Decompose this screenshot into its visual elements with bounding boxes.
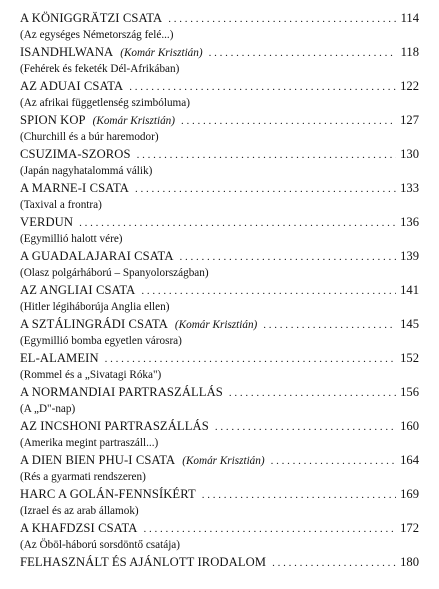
- toc-entry-subtitle: (Az egységes Németország felé...): [20, 29, 174, 41]
- toc-entry-title: CSUZIMA-SZOROS: [20, 147, 131, 161]
- toc-entry-title: AZ ANGLIAI CSATA: [20, 283, 136, 297]
- toc-entry-author: (Komár Krisztián): [174, 319, 258, 331]
- toc-entry-title: A KÖNIGGRÄTZI CSATA: [20, 11, 163, 25]
- toc-entry-subtitle: (Hitler légiháborúja Anglia ellen): [20, 301, 170, 313]
- toc-page-number: 127: [400, 113, 419, 127]
- toc-entry: [20, 213, 419, 247]
- toc-entry: [20, 77, 419, 111]
- toc-entry-subtitle: (Izrael és az arab államok): [20, 505, 139, 517]
- toc-entry: [20, 451, 419, 485]
- toc-title-line: [20, 383, 419, 401]
- toc-page-number: 169: [400, 487, 419, 501]
- toc-leader-dots: [209, 44, 396, 61]
- toc-entry-title: ISANDHLWANA: [20, 45, 114, 59]
- toc-page-number: 133: [400, 181, 419, 195]
- toc-entry-title: FELHASZNÁLT ÉS AJÁNLOTT IRODALOM: [20, 555, 267, 569]
- toc-entry: [20, 485, 419, 519]
- toc-page-number: 164: [400, 453, 419, 467]
- toc-entry-title: A MARNE-I CSATA: [20, 181, 129, 195]
- toc-leader-dots: [79, 214, 396, 231]
- toc-entry-subtitle: (Fehérek és feketék Dél-Afrikában): [20, 63, 180, 75]
- toc-leader-dots: [272, 554, 396, 571]
- toc-entry: [20, 247, 419, 281]
- toc-title-line: [20, 179, 419, 197]
- toc-leader-dots: [263, 316, 396, 333]
- toc-leader-dots: [229, 384, 396, 401]
- toc-entry-title: A NORMANDIAI PARTRASZÁLLÁS: [20, 385, 223, 399]
- toc-entry-subtitle: (Egymillió halott vére): [20, 233, 123, 245]
- toc-entry-author: (Komár Krisztián): [92, 115, 176, 127]
- toc-entry-title: A SZTÁLINGRÁDI CSATA: [20, 317, 168, 331]
- toc-entry: [20, 281, 419, 315]
- toc-entry-subtitle: (Olasz polgárháború – Spanyolországban): [20, 267, 209, 279]
- toc-entry-subtitle: (Egymillió bomba egyetlen városra): [20, 335, 182, 347]
- toc-page-number: 156: [400, 385, 419, 399]
- toc-page-number: 114: [400, 11, 419, 25]
- toc-title-line: [20, 9, 419, 27]
- toc-entry-subtitle: (Churchill és a búr haremodor): [20, 131, 159, 143]
- toc-title-line: [20, 485, 419, 503]
- toc-entry: [20, 179, 419, 213]
- toc-leader-dots: [141, 282, 396, 299]
- toc-entry: [20, 349, 419, 383]
- toc-page-number: 145: [400, 317, 419, 331]
- toc-title-line: [20, 77, 419, 95]
- toc-entry: [20, 519, 419, 553]
- toc-entry-title: VERDUN: [20, 215, 74, 229]
- toc-leader-dots: [105, 350, 396, 367]
- toc-entry-subtitle: (Rés a gyarmati rendszeren): [20, 471, 146, 483]
- toc-page-number: 152: [400, 351, 419, 365]
- toc-entry-author: (Komár Krisztián): [120, 47, 203, 59]
- toc-entry-title: HARC A GOLÁN-FENNSÍKÉRT: [20, 487, 196, 501]
- toc-entry: [20, 383, 419, 417]
- toc-title-line: [20, 145, 419, 163]
- toc-entry: [20, 111, 419, 145]
- toc-title-line: [20, 247, 419, 265]
- toc-entry-subtitle: (Az afrikai függetlenség szimbóluma): [20, 97, 190, 109]
- toc-entry-title: AZ INCSHONI PARTRASZÁLLÁS: [20, 419, 209, 433]
- toc-entry: [20, 553, 419, 571]
- toc-page-number: 139: [400, 249, 419, 263]
- toc-entry-author: (Komár Krisztián): [182, 455, 265, 467]
- toc-leader-dots: [215, 418, 396, 435]
- toc-page-number: 160: [400, 419, 419, 433]
- toc-page-number: 141: [400, 283, 419, 297]
- toc-title-line: [20, 315, 419, 333]
- toc-entry-title: SPION KOP: [20, 113, 86, 127]
- toc-entry-title: A GUADALAJARAI CSATA: [20, 249, 174, 263]
- toc-title-line: [20, 349, 419, 367]
- toc-leader-dots: [129, 78, 396, 95]
- table-of-contents: [20, 9, 419, 571]
- toc-title-line: [20, 43, 419, 61]
- toc-title-line: [20, 111, 419, 129]
- toc-leader-dots: [137, 146, 396, 163]
- toc-entry: [20, 315, 419, 349]
- toc-entry: [20, 43, 419, 77]
- toc-page-number: 172: [400, 521, 419, 535]
- toc-entry-subtitle: (Rommel és a „Sivatagi Róka"): [20, 369, 162, 381]
- toc-title-line: [20, 451, 419, 469]
- toc-entry-subtitle: (Az Öböl-háború sorsdöntő csatája): [20, 539, 180, 551]
- toc-page-number: 136: [400, 215, 419, 229]
- toc-page-number: 180: [400, 555, 419, 569]
- toc-leader-dots: [180, 248, 396, 265]
- toc-entry-title: A DIEN BIEN PHU-I CSATA: [20, 453, 176, 467]
- toc-title-line: [20, 553, 419, 571]
- toc-leader-dots: [271, 452, 396, 469]
- toc-entry-title: AZ ADUAI CSATA: [20, 79, 124, 93]
- toc-entry-title: EL-ALAMEIN: [20, 351, 99, 365]
- toc-leader-dots: [181, 112, 396, 129]
- toc-leader-dots: [143, 520, 396, 537]
- toc-entry-subtitle: (Amerika megint partraszáll...): [20, 437, 159, 449]
- toc-leader-dots: [202, 486, 396, 503]
- toc-title-line: [20, 417, 419, 435]
- toc-leader-dots: [135, 180, 396, 197]
- toc-leader-dots: [168, 10, 396, 27]
- toc-entry: [20, 9, 419, 43]
- toc-entry-subtitle: (Taxival a frontra): [20, 199, 102, 211]
- toc-title-line: [20, 213, 419, 231]
- toc-entry: [20, 417, 419, 451]
- toc-entry-subtitle: (A „D"-nap): [20, 403, 76, 415]
- toc-entry-title: A KHAFDZSI CSATA: [20, 521, 138, 535]
- toc-page-number: 122: [400, 79, 419, 93]
- toc-page-number: 130: [400, 147, 419, 161]
- toc-title-line: [20, 519, 419, 537]
- toc-entry-subtitle: (Japán nagyhatalommá válik): [20, 165, 153, 177]
- toc-title-line: [20, 281, 419, 299]
- toc-page-number: 118: [400, 45, 419, 59]
- toc-entry: [20, 145, 419, 179]
